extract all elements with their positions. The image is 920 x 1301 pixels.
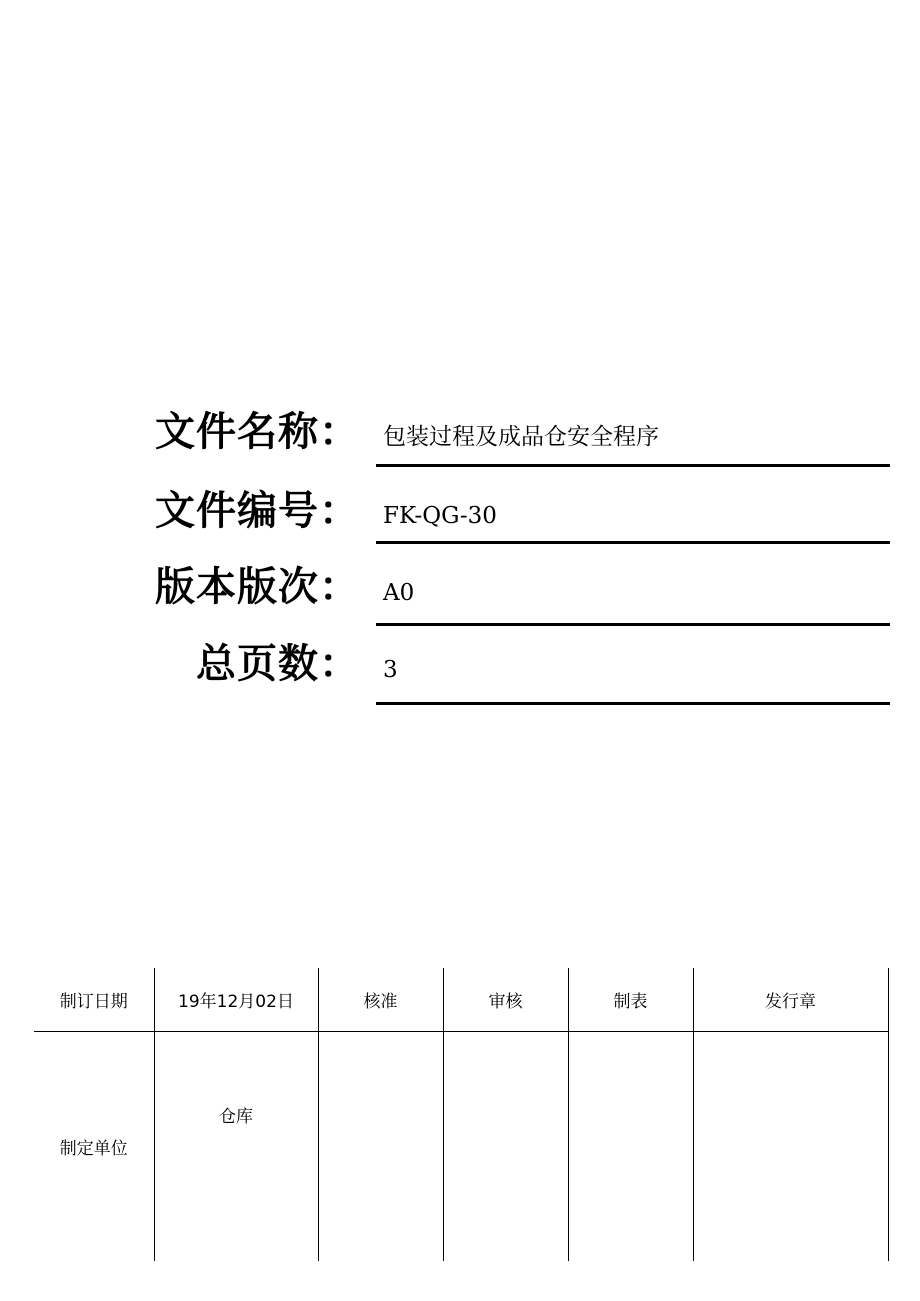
department-value: 仓库: [154, 1032, 318, 1262]
revision-date-label: 制订日期: [34, 968, 154, 1032]
file-number-label: 文件编号：: [155, 488, 360, 534]
prepared-by-label: 制表: [568, 968, 693, 1032]
page-count-label: 总页数：: [196, 641, 360, 687]
file-number-rule: [376, 541, 890, 544]
issue-seal-label: 发行章: [693, 968, 888, 1032]
department-label: 制定单位: [34, 1032, 154, 1262]
table-row: [34, 968, 888, 1032]
prepared-by-cell: [568, 1032, 693, 1262]
file-number-value: FK-QG-30: [383, 503, 497, 529]
approve-label: 核准: [318, 968, 443, 1032]
issue-seal-cell: [693, 1032, 888, 1262]
review-label: 审核: [443, 968, 568, 1032]
file-name-rule: [376, 464, 890, 467]
file-name-value: 包装过程及成品仓安全程序: [383, 424, 659, 450]
page-count-rule: [376, 702, 890, 705]
approval-table: [34, 968, 889, 1261]
revision-date-value: 19年12月02日: [154, 968, 318, 1032]
version-rule: [376, 623, 890, 626]
page-count-value: 3: [383, 657, 398, 683]
version-label: 版本版次：: [155, 564, 360, 610]
file-name-label: 文件名称：: [155, 409, 360, 455]
table-row: [34, 1032, 888, 1262]
version-value: A0: [383, 580, 415, 606]
review-cell: [443, 1032, 568, 1262]
approve-cell: [318, 1032, 443, 1262]
